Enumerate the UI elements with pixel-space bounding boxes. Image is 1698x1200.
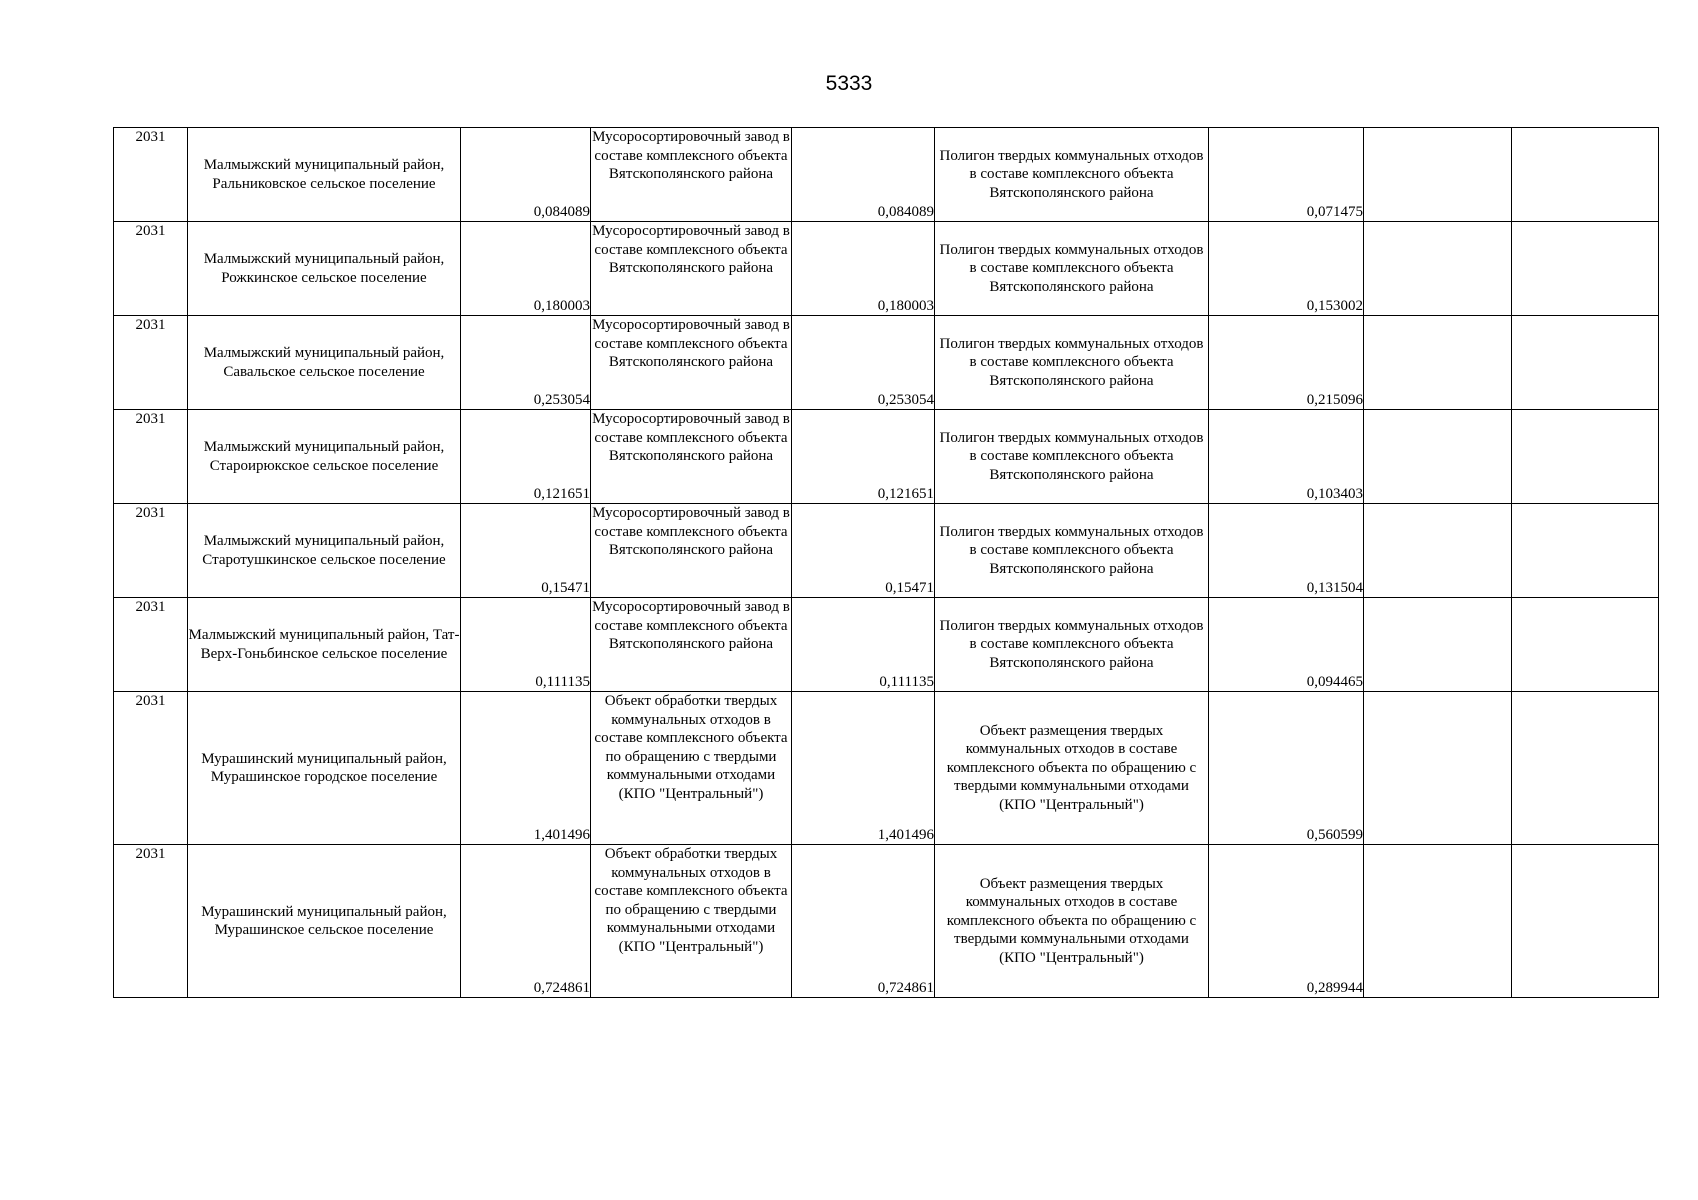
- facility-cell: Мусоросортировочный завод в составе комплексного объекта Вятскополянского района: [591, 316, 792, 410]
- empty-cell: [1512, 845, 1659, 998]
- year-cell: 2031: [114, 316, 188, 410]
- volume-3-cell: 0,289944: [1209, 845, 1364, 998]
- empty-cell: [1512, 410, 1659, 504]
- empty-cell: [1364, 128, 1512, 222]
- destination-cell: Объект размещения твердых коммунальных отходов в составе комплексного объекта по обращению с твердыми коммунальными отходами (КПО "Центральный"): [935, 845, 1209, 998]
- empty-cell: [1364, 845, 1512, 998]
- page-number: 5333: [825, 72, 873, 95]
- facility-cell: Объект обработки твердых коммунальных отходов в составе комплексного объекта по обращению с твердыми коммунальными отходами (КПО "Центральный"): [591, 845, 792, 998]
- destination-cell: Полигон твердых коммунальных отходов в составе комплексного объекта Вятскополянского района: [935, 504, 1209, 598]
- facility-cell: Мусоросортировочный завод в составе комплексного объекта Вятскополянского района: [591, 504, 792, 598]
- volume-1-cell: 0,180003: [461, 222, 591, 316]
- table-body: [114, 128, 1659, 998]
- empty-cell: [1364, 692, 1512, 845]
- table-row: [114, 410, 1659, 504]
- table-row: [114, 504, 1659, 598]
- volume-3-cell: 0,153002: [1209, 222, 1364, 316]
- volume-2-cell: 1,401496: [792, 692, 935, 845]
- table-row: [114, 222, 1659, 316]
- area-cell: Мурашинский муниципальный район, Мурашинское городское поселение: [188, 692, 461, 845]
- empty-cell: [1512, 222, 1659, 316]
- year-cell: 2031: [114, 598, 188, 692]
- volume-2-cell: 0,253054: [792, 316, 935, 410]
- volume-1-cell: 0,724861: [461, 845, 591, 998]
- empty-cell: [1512, 692, 1659, 845]
- table-row: [114, 845, 1659, 998]
- empty-cell: [1364, 598, 1512, 692]
- area-cell: Малмыжский муниципальный район, Старотушкинское сельское поселение: [188, 504, 461, 598]
- facility-cell: Мусоросортировочный завод в составе комплексного объекта Вятскополянского района: [591, 128, 792, 222]
- destination-cell: Полигон твердых коммунальных отходов в составе комплексного объекта Вятскополянского района: [935, 128, 1209, 222]
- volume-1-cell: 0,253054: [461, 316, 591, 410]
- facility-cell: Мусоросортировочный завод в составе комплексного объекта Вятскополянского района: [591, 222, 792, 316]
- volume-2-cell: 0,180003: [792, 222, 935, 316]
- facility-cell: Мусоросортировочный завод в составе комплексного объекта Вятскополянского района: [591, 410, 792, 504]
- volume-2-cell: 0,111135: [792, 598, 935, 692]
- year-cell: 2031: [114, 845, 188, 998]
- year-cell: 2031: [114, 128, 188, 222]
- empty-cell: [1512, 316, 1659, 410]
- volume-2-cell: 0,724861: [792, 845, 935, 998]
- year-cell: 2031: [114, 222, 188, 316]
- table-row: [114, 316, 1659, 410]
- empty-cell: [1512, 128, 1659, 222]
- volume-2-cell: 0,121651: [792, 410, 935, 504]
- destination-cell: Полигон твердых коммунальных отходов в составе комплексного объекта Вятскополянского района: [935, 410, 1209, 504]
- table-row: [114, 128, 1659, 222]
- destination-cell: Объект размещения твердых коммунальных отходов в составе комплексного объекта по обращению с твердыми коммунальными отходами (КПО "Центральный"): [935, 692, 1209, 845]
- volume-3-cell: 0,103403: [1209, 410, 1364, 504]
- area-cell: Малмыжский муниципальный район, Савальское сельское поселение: [188, 316, 461, 410]
- empty-cell: [1364, 504, 1512, 598]
- year-cell: 2031: [114, 410, 188, 504]
- empty-cell: [1364, 222, 1512, 316]
- empty-cell: [1512, 504, 1659, 598]
- waste-flow-table: [113, 127, 1659, 998]
- volume-2-cell: 0,15471: [792, 504, 935, 598]
- table-row: [114, 598, 1659, 692]
- volume-1-cell: 1,401496: [461, 692, 591, 845]
- area-cell: Малмыжский муниципальный район, Староирюкское сельское поселение: [188, 410, 461, 504]
- facility-cell: Мусоросортировочный завод в составе комплексного объекта Вятскополянского района: [591, 598, 792, 692]
- volume-3-cell: 0,071475: [1209, 128, 1364, 222]
- empty-cell: [1364, 410, 1512, 504]
- destination-cell: Полигон твердых коммунальных отходов в составе комплексного объекта Вятскополянского района: [935, 222, 1209, 316]
- area-cell: Малмыжский муниципальный район, Ральниковское сельское поселение: [188, 128, 461, 222]
- volume-2-cell: 0,084089: [792, 128, 935, 222]
- destination-cell: Полигон твердых коммунальных отходов в составе комплексного объекта Вятскополянского района: [935, 598, 1209, 692]
- table-row: [114, 692, 1659, 845]
- volume-3-cell: 0,131504: [1209, 504, 1364, 598]
- volume-1-cell: 0,121651: [461, 410, 591, 504]
- area-cell: Мурашинский муниципальный район, Мурашинское сельское поселение: [188, 845, 461, 998]
- facility-cell: Объект обработки твердых коммунальных отходов в составе комплексного объекта по обращению с твердыми коммунальными отходами (КПО "Центральный"): [591, 692, 792, 845]
- empty-cell: [1512, 598, 1659, 692]
- volume-1-cell: 0,15471: [461, 504, 591, 598]
- area-cell: Малмыжский муниципальный район, Тат-Верх-Гоньбинское сельское поселение: [188, 598, 461, 692]
- volume-1-cell: 0,084089: [461, 128, 591, 222]
- year-cell: 2031: [114, 504, 188, 598]
- area-cell: Малмыжский муниципальный район, Рожкинское сельское поселение: [188, 222, 461, 316]
- destination-cell: Полигон твердых коммунальных отходов в составе комплексного объекта Вятскополянского района: [935, 316, 1209, 410]
- volume-3-cell: 0,215096: [1209, 316, 1364, 410]
- empty-cell: [1364, 316, 1512, 410]
- year-cell: 2031: [114, 692, 188, 845]
- volume-1-cell: 0,111135: [461, 598, 591, 692]
- volume-3-cell: 0,094465: [1209, 598, 1364, 692]
- volume-3-cell: 0,560599: [1209, 692, 1364, 845]
